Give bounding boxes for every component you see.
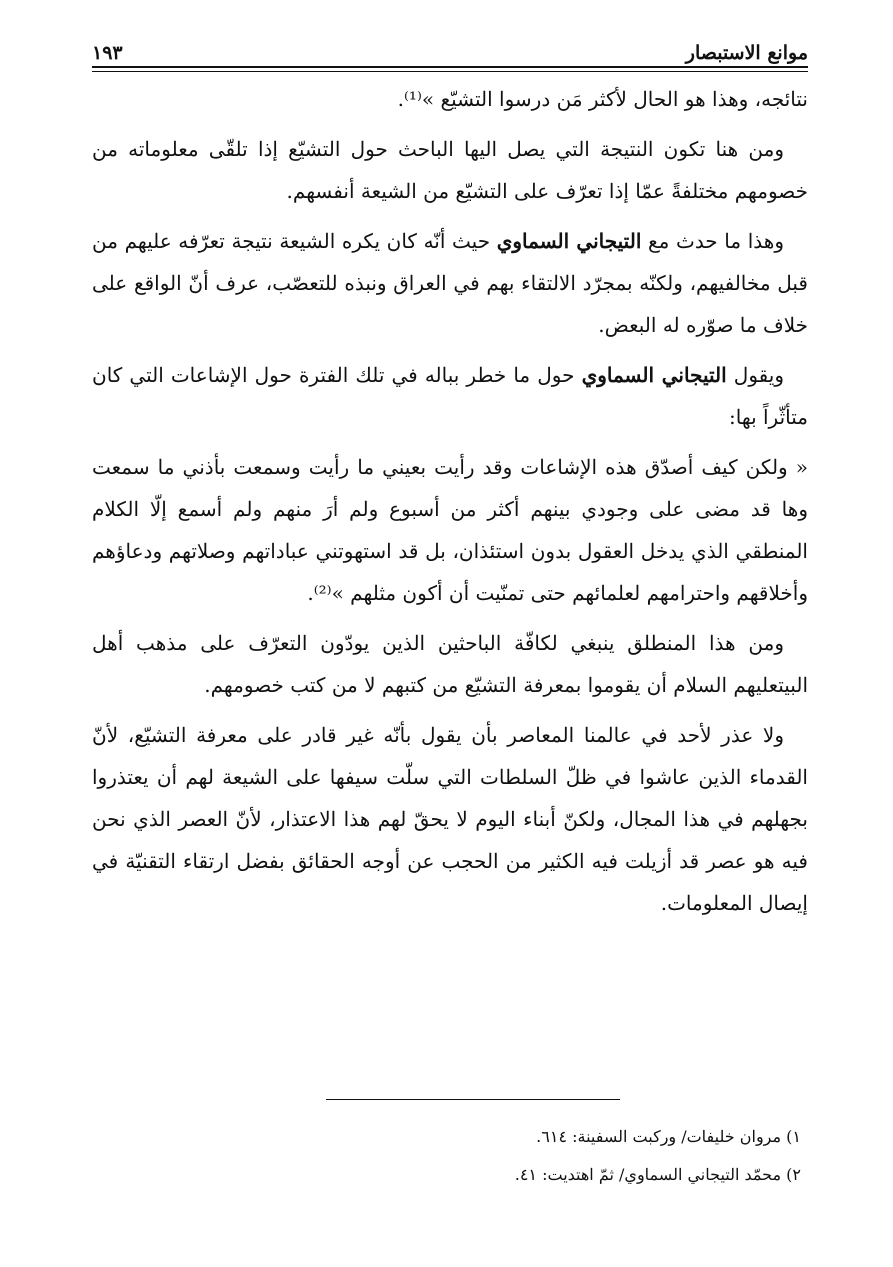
header-rule-thin: [92, 71, 808, 72]
paragraph-1: نتائجه، وهذا هو الحال لأكثر مَن درسوا التشيّع »⁽¹⁾.: [397, 87, 808, 111]
paragraph-3-rest: حيث أنّه كان يكره الشيعة نتيجة تعرّفه عليهم من قبل مخالفيهم، ولكنّه بمجرّد الالتقاء بهم في العراق ونبذه للتعصّب، عرف أنّ الواقع على خلاف ما صوّره له البعض.: [92, 229, 808, 337]
main-text: [92, 78, 808, 932]
paragraph-6: ولا عذر لأحد في عالمنا المعاصر بأن يقول بأنّه غير قادر على معرفة التشيّع، لأنّ القدماء الذين عاشوا في ظلّ السلطات التي سلّت سيفها على الشيعة لهم أن يعتذروا بجهلهم في هذا المجال، ولكنّ أبناء اليوم لا يحقّ لهم هذا الاعتذار، لأنّ العصر الذي نحن فيه هو عصر قد أزيلت فيه الكثير من الحجب عن أوجه الحقائق بفضل ارتقاء التقنيّة في إيصال المعلومات.: [92, 723, 808, 915]
footnote-rule: [326, 1099, 620, 1100]
paragraph-4-rest: حول ما خطر بباله في تلك الفترة حول الإشاعات التي كان متأثّراً بها:: [92, 363, 808, 429]
paragraph-3-start: وهذا ما حدث مع: [641, 229, 784, 253]
page-header: [92, 28, 808, 64]
author-name: التيجاني السماوي: [496, 229, 642, 253]
author-name: التيجاني السماوي: [581, 363, 727, 387]
paragraph-3: [92, 220, 808, 346]
footnotes: [381, 1118, 801, 1194]
paragraph-5: ومن هذا المنطلق ينبغي لكافّة الباحثين الذين يودّون التعرّف على مذهب أهل البيتعليهم السلام أن يقوموا بمعرفة التشيّع من كتبهم لا من كتب خصومهم.: [92, 631, 808, 697]
footnote-1: ١) مروان خليفات/ وركبت السفينة: ٦١٤.: [536, 1127, 801, 1146]
paragraph-4-start: ويقول: [726, 363, 784, 387]
quotation: « ولكن كيف أصدّق هذه الإشاعات وقد رأيت بعيني ما رأيت وسمعت بأذني ما سمعت وها قد مضى على وجودي بينهم أكثر من أسبوع ولم أرَ منهم ولم أسمع إلّا الكلام المنطقي الذي يدخل العقول بدون استئذان، بل قد استهوتني عباداتهم وصلاتهم ودعاؤهم وأخلاقهم واحترامهم لعلمائهم حتى تمنّيت أن أكون مثلهم »⁽²⁾.: [92, 455, 808, 605]
paragraph-4: [92, 354, 808, 438]
running-title: موانع الاستبصار: [685, 42, 808, 64]
paragraph-2: ومن هنا تكون النتيجة التي يصل اليها الباحث حول التشيّع إذا تلقّى معلوماته من خصومهم مختلفةً عمّا إذا تعرّف على التشيّع من الشيعة أنفسهم.: [92, 137, 808, 203]
page-number: ١٩٣: [92, 42, 123, 64]
header-rule: [92, 66, 808, 68]
footnote-2: ٢) محمّد التيجاني السماوي/ ثمّ اهتديت: ٤١.: [514, 1165, 801, 1184]
